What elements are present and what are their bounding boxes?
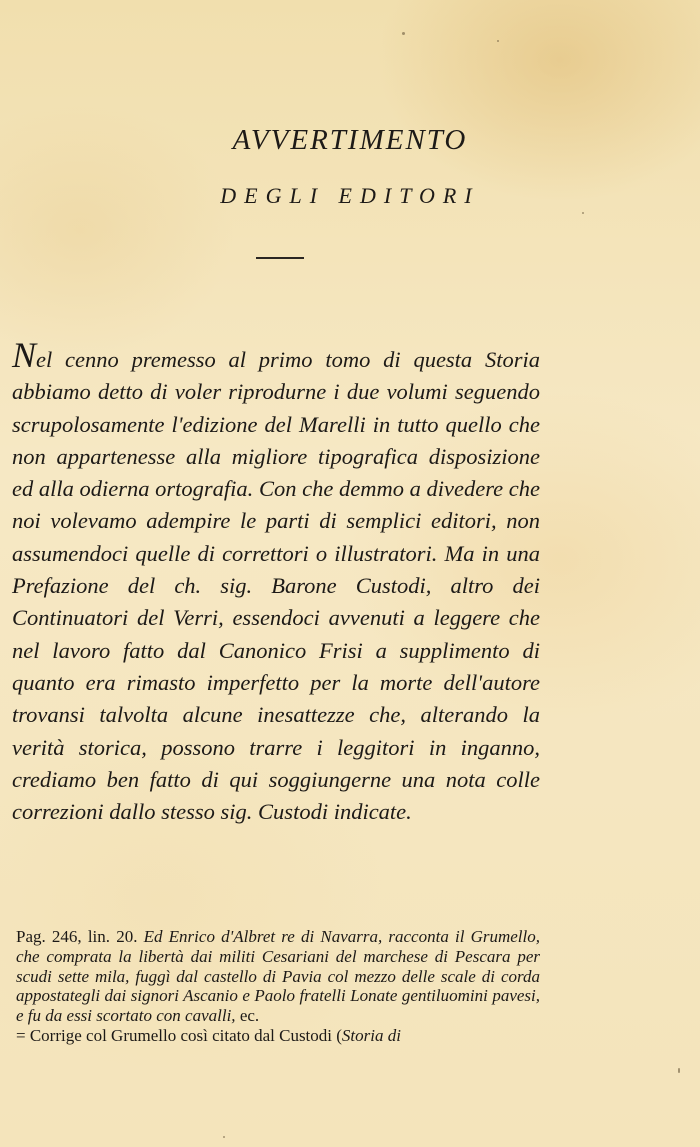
paper-speck [497, 40, 499, 42]
page-title: AVVERTIMENTO [232, 124, 468, 156]
page-subtitle: DEGLI EDITORI [220, 183, 480, 208]
footnote-etc: ec. [239, 1006, 260, 1026]
footnote [16, 927, 540, 1046]
paper-speck [678, 1068, 680, 1073]
footnote-correction: = Corrige col Grumello così citato dal Custodi ( [16, 1025, 342, 1045]
body-paragraph-text: el cenno premesso al primo tomo di questa Storia abbiamo detto di voler riprodurne i due volumi seguendo scrupolosamente l'edizione del Marelli in tutto quello che non appartenesse alla migliore tipografica disposizione ed alla odierna ortografia. Con che demmo a divedere che noi volevamo adempire le parti di semplici editori, non assumendoci quelle di correttori o illustratori. Ma in una Prefazione del ch. sig. Barone Custodi, altro dei Continuatori del Verri, essendoci avvenuti a leggere che nel lavoro fatto dal Canonico Frisi a supplimento di quanto era rimasto imperfetto per la morte dell'autore trovansi talvolta alcune inesattezze che, alterando la verità storica, possono trarre i leggitori in inganno, crediamo ben fatto di qui soggiungerne una nota colle correzioni dallo stesso sig. Custodi indicate. [12, 347, 540, 825]
paper-speck [223, 1136, 225, 1138]
paper-speck [582, 212, 584, 214]
footnote-quote: Ed Enrico d'Albret re di Navarra, racconta il Grumello, che comprata la libertà dai militi Cesariani del marchese di Pescara per scudi sette mila, fuggì dal castello di Pavia col mezzo delle scale di corda appostategli dai signori Ascanio e Paolo fratelli Lonate gentiluomini pavesi, e fu da essi scortato con cavalli, [16, 927, 541, 1026]
body-paragraph [12, 337, 540, 828]
section-divider [256, 257, 304, 259]
drop-cap: N [12, 335, 37, 375]
footnote-reference: Pag. 246, lin. 20. [16, 927, 138, 946]
paper-speck [402, 32, 405, 35]
footnote-correction-italic: Storia di [341, 1025, 401, 1045]
